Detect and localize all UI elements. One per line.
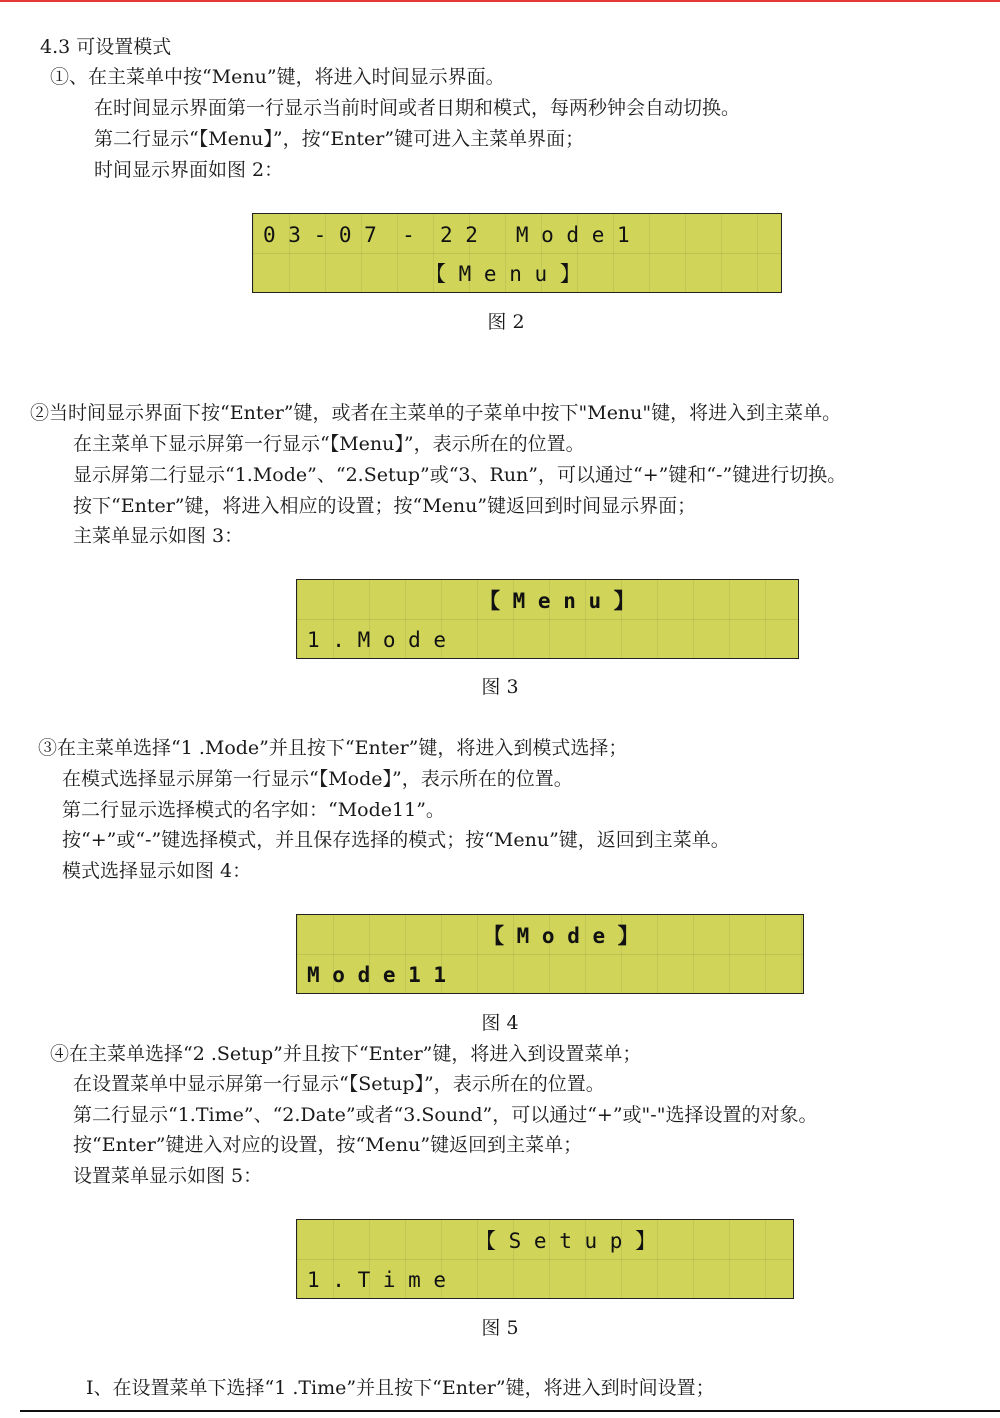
p2-line: 按下“Enter”键，将进入相应的设置；按“Menu”键返回到时间显示界面； [73, 495, 697, 517]
p3-line: 按“+”或“-”键选择模式，并且保存选择的模式；按“Menu”键，返回到主菜单。 [62, 829, 730, 851]
figure-5-caption: 图 5 [481, 1317, 519, 1339]
p1-line: 在时间显示界面第一行显示当前时间或者日期和模式，每两秒钟会自动切换。 [94, 97, 741, 119]
p4-line: 在设置菜单中显示屏第一行显示“【Setup】”，表示所在的位置。 [73, 1073, 605, 1095]
p1-line: 第二行显示“【Menu】”，按“Enter”键可进入主菜单界面； [94, 128, 585, 150]
lcd-row-2: 1 . M o d e [307, 628, 447, 652]
lcd-row-1: 【 S e t u p 】 [475, 1229, 657, 1253]
p3-title: ③在主菜单选择“1 .Mode”并且按下“Enter”键，将进入到模式选择； [38, 737, 628, 759]
p3-line: 模式选择显示如图 4： [62, 860, 252, 882]
lcd-row-2: 1 . T i m e [307, 1268, 447, 1292]
p3-line: 在模式选择显示屏第一行显示“【Mode】”，表示所在的位置。 [62, 768, 573, 790]
p2-title: ②当时间显示界面下按“Enter”键，或者在主菜单的子菜单中按下"Menu"键，将进入到主菜单。 [30, 402, 842, 424]
lcd-figure-2 [252, 213, 782, 293]
bottom-rule [20, 1410, 1000, 1412]
lcd-row-1: 0 3 - 0 7 - 2 2 M o d e 1 [263, 223, 630, 247]
p4-line: 第二行显示“1.Time”、“2.Date”或者“3.Sound”，可以通过“+”或"-"选择设置的对象。 [73, 1104, 818, 1126]
p2-line: 显示屏第二行显示“1.Mode”、“2.Setup”或“3、Run”，可以通过“+”键和“-”键进行切换。 [73, 464, 847, 486]
p4-line: 设置菜单显示如图 5： [73, 1165, 263, 1187]
p5-title: I、在设置菜单下选择“1 .Time”并且按下“Enter”键，将进入到时间设置； [86, 1377, 715, 1399]
p2-line: 主菜单显示如图 3： [73, 525, 244, 547]
lcd-figure-4 [296, 914, 804, 994]
p4-line: 按“Enter”键进入对应的设置，按“Menu”键返回到主菜单； [73, 1134, 583, 1156]
p3-line: 第二行显示选择模式的名字如：“Mode11”。 [62, 799, 445, 821]
p4-title: ④在主菜单选择“2 .Setup”并且按下“Enter”键，将进入到设置菜单； [50, 1043, 642, 1065]
lcd-row-2: M o d e 1 1 [307, 963, 447, 987]
lcd-row-2: 【 M e n u 】 [425, 262, 581, 286]
top-red-rule [0, 0, 1000, 2]
figure-3-caption: 图 3 [481, 676, 519, 698]
lcd-row-1: 【 M o d e 】 [483, 924, 639, 948]
figure-2-caption: 图 2 [487, 311, 525, 333]
p1-title: ①、在主菜单中按“Menu”键，将进入时间显示界面。 [50, 66, 505, 88]
figure-4-caption: 图 4 [481, 1012, 519, 1034]
lcd-row-1: 【 M e n u 】 [479, 589, 635, 613]
lcd-figure-3 [296, 579, 799, 659]
lcd-figure-5 [296, 1219, 794, 1299]
p1-line: 时间显示界面如图 2： [94, 159, 284, 181]
section-heading: 4.3 可设置模式 [40, 36, 172, 58]
p2-line: 在主菜单下显示屏第一行显示“【Menu】”，表示所在的位置。 [73, 433, 585, 455]
